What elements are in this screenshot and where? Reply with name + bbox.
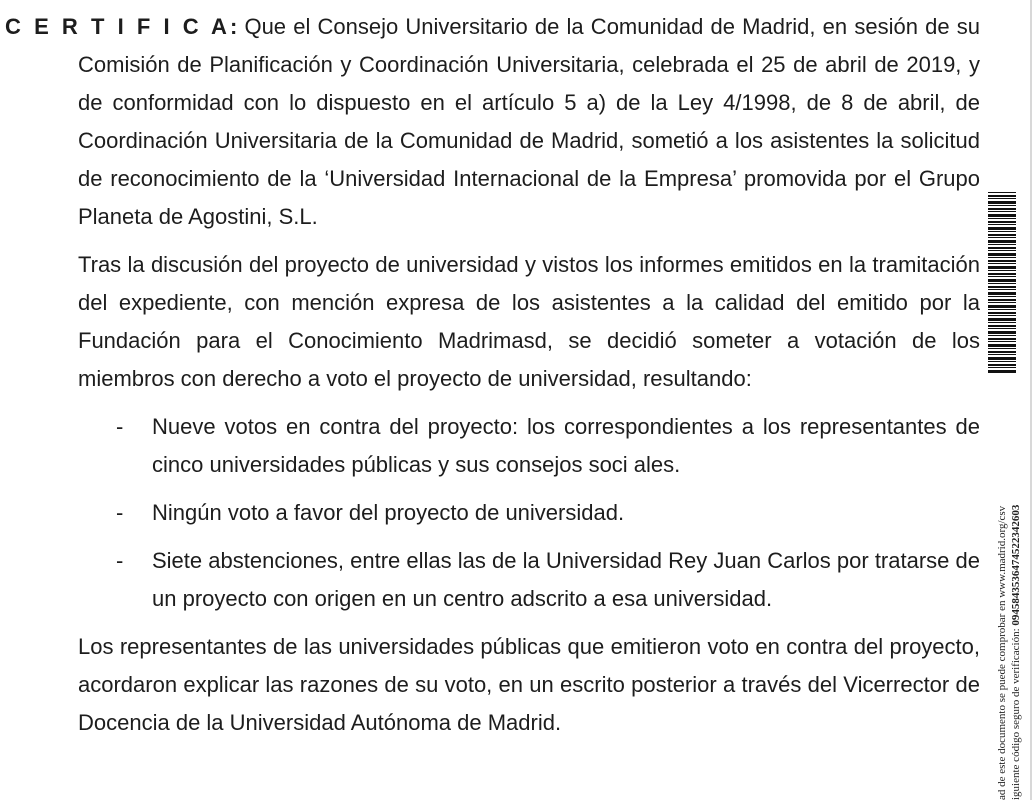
csv-code: 0945843536474522342603 (1010, 504, 1022, 626)
representatives-paragraph: Los representantes de las universidades públicas que emitieron voto en contra del proyecto, acordaron explicar las razones de su voto, en un escrito posterior a través del Vicerrector de Docencia de la Universidad Autónoma de Madrid. (78, 634, 980, 735)
certifica-text: Que el Consejo Universitario de la Comunidad de Madrid, en sesión de su Comisión de Planificación y Coordinación Universitaria, celebrada el 25 de abril de 2019, y de conformidad con lo dispuesto en el artículo 5 a) de la Ley 4/1998, de 8 de abril, de Coordinación Universitaria de la Comunidad de Madrid, sometió a los asistentes la solicitud de reconocimiento de la ‘Universidad Internacional de la Empresa’ promovida por el Grupo Planeta de Agostini, S.L. (78, 14, 980, 229)
discussion-paragraph: Tras la discusión del proyecto de universidad y vistos los informes emitidos en la tramitación del expediente, con mención expresa de los asistentes a la calidad del emitido por la Fundación para el Conocimiento Madrimasd, se decidió someter a votación de los miembros con derecho a voto el proyecto de universidad, resultando: (78, 252, 980, 391)
certifica-paragraph (0, 8, 980, 236)
verification-label: iguiente código seguro de verificación: (1010, 628, 1022, 800)
certifica-heading: C E R T I F I C A (5, 14, 230, 39)
vote-results-list (0, 408, 980, 618)
list-dash: - (116, 548, 124, 573)
barcode-icon (988, 192, 1016, 374)
verification-line-2 (1009, 380, 1023, 800)
list-item (0, 542, 980, 618)
list-item-text: Ningún voto a favor del proyecto de universidad. (152, 500, 625, 525)
list-dash: - (116, 414, 124, 439)
verification-stamp (995, 380, 1023, 800)
list-item (0, 408, 980, 484)
certifica-colon: : (229, 14, 238, 39)
list-item (0, 494, 980, 532)
page-edge-divider (1030, 0, 1032, 800)
verification-line-1: ad de este documento se puede comprobar en www.madrid.org/csv (996, 505, 1008, 800)
list-item-text: Nueve votos en contra del proyecto: los correspondientes a los representantes de cinco universidades públicas y sus consejos soci ales. (152, 414, 980, 477)
list-item-text: Siete abstenciones, entre ellas las de la Universidad Rey Juan Carlos por tratarse de un proyecto con origen en un centro adscrito a esa universidad. (152, 548, 980, 611)
list-dash: - (116, 500, 124, 525)
